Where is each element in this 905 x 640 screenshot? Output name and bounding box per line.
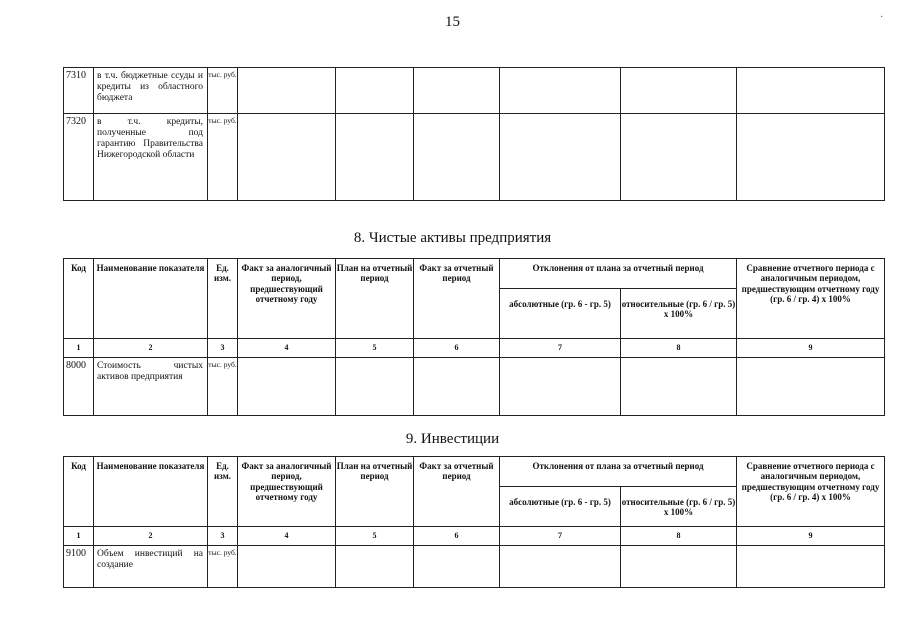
header-code: Код bbox=[64, 457, 94, 527]
header-plan: План на отчетный период bbox=[336, 457, 414, 527]
section9-table bbox=[63, 456, 885, 588]
cell bbox=[414, 68, 500, 114]
table-row bbox=[64, 68, 885, 114]
col-number: 6 bbox=[414, 527, 500, 546]
section8-title: 8. Чистые активы предприятия bbox=[353, 230, 552, 246]
row-unit: тыс. руб. bbox=[208, 68, 238, 114]
cell bbox=[336, 68, 414, 114]
row-code: 7320 bbox=[64, 114, 94, 201]
header-name: Наименование показателя bbox=[94, 259, 208, 339]
header-rel: относительные (гр. 6 / гр. 5) х 100% bbox=[621, 487, 737, 527]
row-unit: тыс. руб. bbox=[208, 546, 238, 588]
col-number: 4 bbox=[238, 339, 336, 358]
header-fact-prev: Факт за аналогичный период, предшествующий отчетному году bbox=[238, 259, 336, 339]
header-compare: Сравнение отчетного периода с аналогичным периодом, предшествующим отчетному году (гр. 6 / гр. 4) х 100% bbox=[737, 259, 885, 339]
header-deviation: Отклонения от плана за отчетный период bbox=[500, 457, 737, 487]
row-name: Стоимость чистых активов предприятия bbox=[94, 358, 208, 416]
section9-title: 9. Инвестиции bbox=[405, 431, 500, 447]
col-number: 2 bbox=[94, 527, 208, 546]
cell bbox=[238, 114, 336, 201]
col-number: 7 bbox=[500, 339, 621, 358]
col-number: 7 bbox=[500, 527, 621, 546]
cell bbox=[737, 546, 885, 588]
header-abs: абсолютные (гр. 6 - гр. 5) bbox=[500, 487, 621, 527]
header-deviation: Отклонения от плана за отчетный период bbox=[500, 259, 737, 289]
cell bbox=[621, 546, 737, 588]
col-number: 5 bbox=[336, 527, 414, 546]
row-name: в т.ч. кредиты, полученные под гарантию Правительства Нижегородской области bbox=[94, 114, 208, 201]
header-unit: Ед. изм. bbox=[208, 259, 238, 339]
header-code: Код bbox=[64, 259, 94, 339]
table-row bbox=[64, 114, 885, 201]
cell bbox=[500, 114, 621, 201]
header-name: Наименование показателя bbox=[94, 457, 208, 527]
cell bbox=[414, 358, 500, 416]
header-unit: Ед. изм. bbox=[208, 457, 238, 527]
cell bbox=[500, 546, 621, 588]
col-number: 5 bbox=[336, 339, 414, 358]
table-row bbox=[64, 546, 885, 588]
cell bbox=[737, 68, 885, 114]
table-row bbox=[64, 358, 885, 416]
header-fact: Факт за отчетный период bbox=[414, 457, 500, 527]
row-code: 8000 bbox=[64, 358, 94, 416]
col-number: 1 bbox=[64, 527, 94, 546]
cell bbox=[621, 114, 737, 201]
header-abs: абсолютные (гр. 6 - гр. 5) bbox=[500, 289, 621, 339]
cell bbox=[238, 546, 336, 588]
header-plan: План на отчетный период bbox=[336, 259, 414, 339]
cell bbox=[336, 114, 414, 201]
col-number: 8 bbox=[621, 339, 737, 358]
section8-table bbox=[63, 258, 885, 416]
cell bbox=[336, 546, 414, 588]
header-rel: относительные (гр. 6 / гр. 5) х 100% bbox=[621, 289, 737, 339]
col-number: 1 bbox=[64, 339, 94, 358]
row-name: Объем инвестиций на создание bbox=[94, 546, 208, 588]
cell bbox=[336, 358, 414, 416]
cell bbox=[238, 358, 336, 416]
corner-mark: · bbox=[880, 12, 884, 23]
col-number: 2 bbox=[94, 339, 208, 358]
cell bbox=[414, 114, 500, 201]
cell bbox=[500, 358, 621, 416]
header-compare: Сравнение отчетного периода с аналогичным периодом, предшествующим отчетному году (гр. 6 / гр. 4) х 100% bbox=[737, 457, 885, 527]
top-table bbox=[63, 67, 885, 201]
page-number: 15 bbox=[445, 14, 460, 30]
row-unit: тыс. руб. bbox=[208, 358, 238, 416]
row-code: 9100 bbox=[64, 546, 94, 588]
header-fact-prev: Факт за аналогичный период, предшествующий отчетному году bbox=[238, 457, 336, 527]
cell bbox=[238, 68, 336, 114]
cell bbox=[737, 358, 885, 416]
header-fact: Факт за отчетный период bbox=[414, 259, 500, 339]
cell bbox=[737, 114, 885, 201]
cell bbox=[621, 68, 737, 114]
cell bbox=[414, 546, 500, 588]
col-number: 4 bbox=[238, 527, 336, 546]
col-number: 3 bbox=[208, 339, 238, 358]
col-number: 6 bbox=[414, 339, 500, 358]
row-code: 7310 bbox=[64, 68, 94, 114]
row-unit: тыс. руб. bbox=[208, 114, 238, 201]
cell bbox=[500, 68, 621, 114]
col-number: 8 bbox=[621, 527, 737, 546]
col-number: 9 bbox=[737, 527, 885, 546]
cell bbox=[621, 358, 737, 416]
row-name: в т.ч. бюджетные ссуды и кредиты из областного бюджета bbox=[94, 68, 208, 114]
col-number: 3 bbox=[208, 527, 238, 546]
col-number: 9 bbox=[737, 339, 885, 358]
